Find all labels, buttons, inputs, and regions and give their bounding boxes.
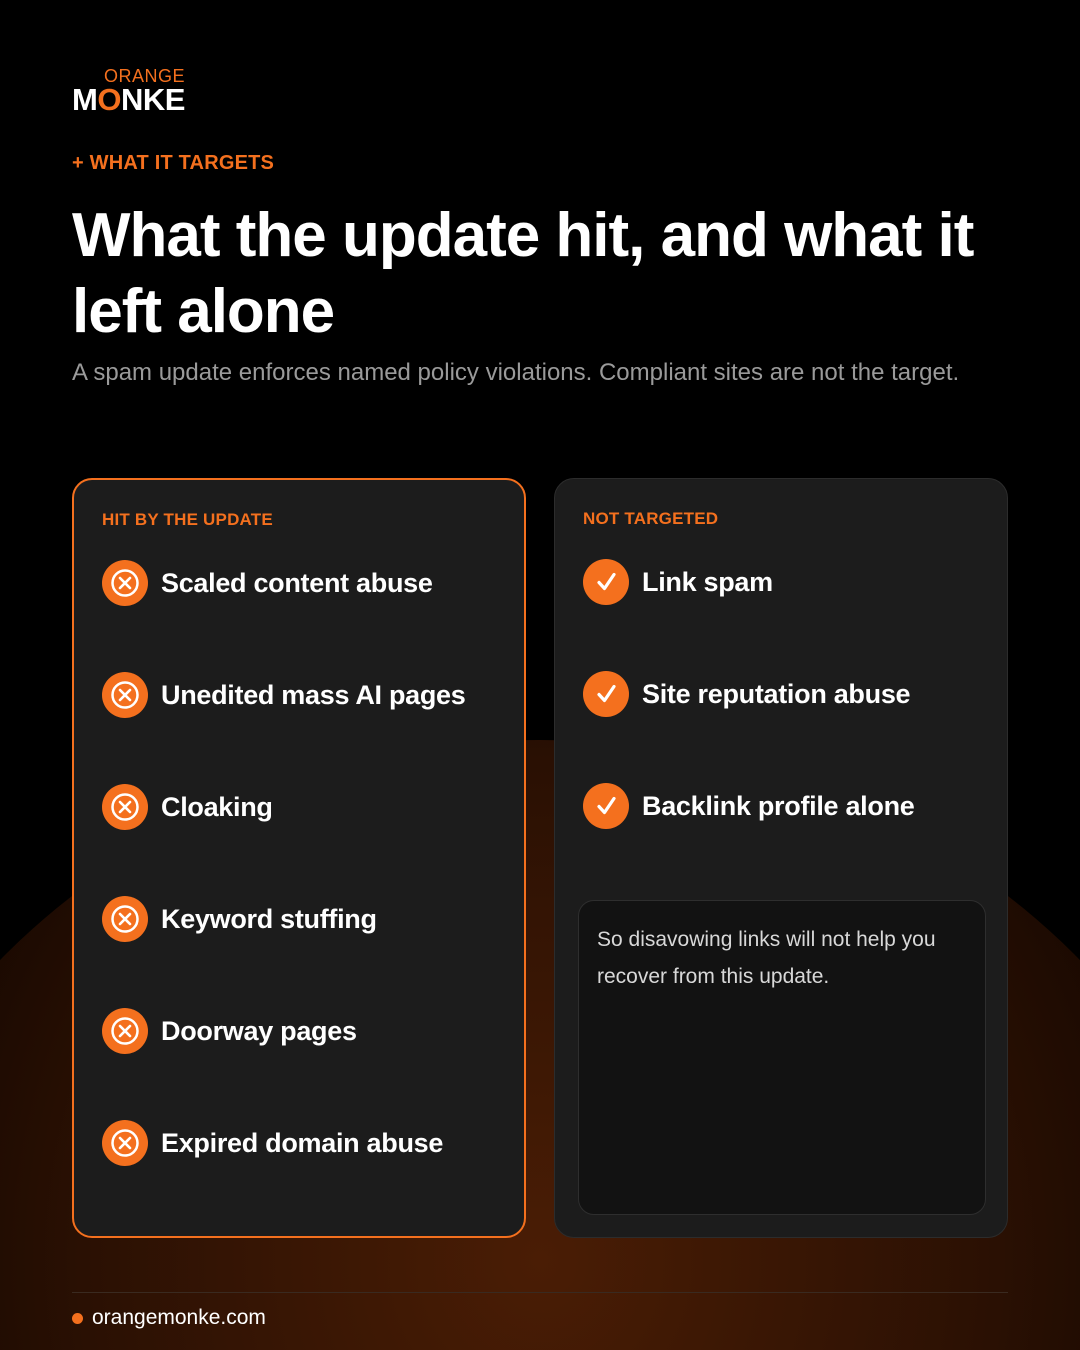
- card-label: NOT TARGETED: [583, 509, 719, 528]
- page-subtitle: A spam update enforces named policy violations. Compliant sites are not the target.: [72, 359, 960, 386]
- list-item: [583, 559, 773, 605]
- brand-logo: [72, 66, 202, 116]
- check-icon: [583, 559, 629, 605]
- footer-url[interactable]: orangemonke.com: [92, 1306, 266, 1329]
- list-item: [583, 783, 914, 829]
- logo-wordmark-bottom: MONKE: [72, 82, 185, 117]
- x-icon: [102, 672, 148, 718]
- x-icon: [102, 1008, 148, 1054]
- list-item-label: Unedited mass AI pages: [161, 679, 466, 710]
- list-item: [102, 560, 433, 606]
- not-targeted-card: [554, 478, 1008, 1238]
- list-item-label: Keyword stuffing: [161, 903, 377, 934]
- list-item-label: Link spam: [642, 566, 773, 597]
- list-item: [102, 1120, 443, 1166]
- footer: [72, 1306, 266, 1330]
- list-item-label: Backlink profile alone: [642, 790, 915, 821]
- check-icon: [583, 783, 629, 829]
- list-item-label: Doorway pages: [161, 1015, 357, 1046]
- x-icon: [102, 1120, 148, 1166]
- section-eyebrow: + WHAT IT TARGETS: [72, 152, 275, 174]
- footer-divider: [72, 1292, 1008, 1293]
- list-item: [583, 671, 910, 717]
- x-icon: [102, 784, 148, 830]
- card-label: HIT BY THE UPDATE: [102, 510, 273, 529]
- hit-by-update-card: [72, 478, 526, 1238]
- list-item: [102, 672, 466, 718]
- logo-wordmark-top: ORANGE: [104, 66, 186, 86]
- dot-icon: [72, 1313, 83, 1324]
- check-icon: [583, 671, 629, 717]
- x-icon: [102, 560, 148, 606]
- list-item-label: Scaled content abuse: [161, 567, 433, 598]
- page-title: What the update hit, and what it left alone: [72, 201, 974, 346]
- note-text: So disavowing links will not help you recover from this update.: [597, 928, 936, 988]
- list-item-label: Cloaking: [161, 791, 273, 822]
- list-item-label: Site reputation abuse: [642, 678, 911, 709]
- list-item: [102, 784, 273, 830]
- list-item: [102, 896, 377, 942]
- x-icon: [102, 896, 148, 942]
- list-item-label: Expired domain abuse: [161, 1127, 444, 1158]
- list-item: [102, 1008, 357, 1054]
- note-box: [578, 900, 986, 1215]
